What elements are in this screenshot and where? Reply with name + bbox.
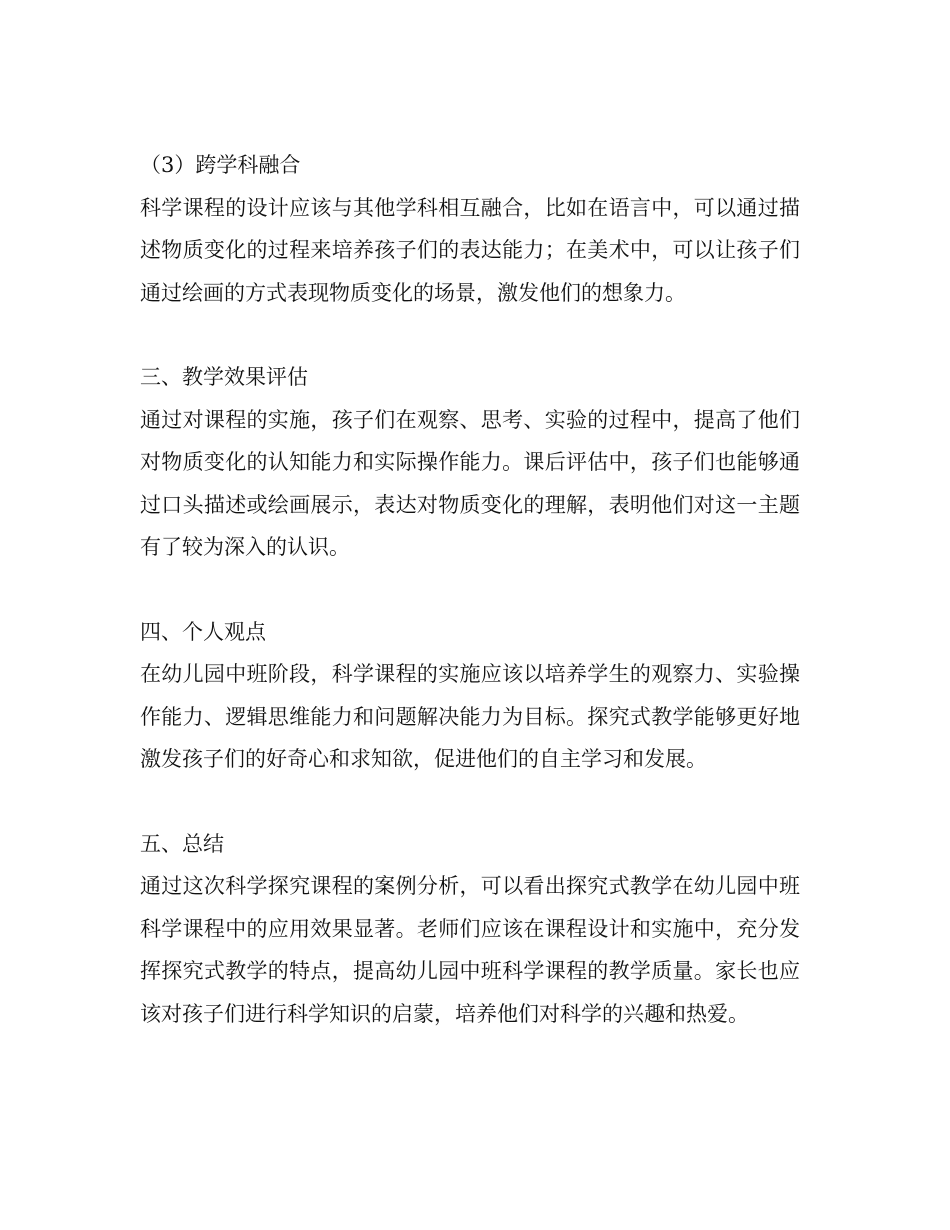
section-teaching-evaluation	[140, 356, 800, 569]
section-heading: 五、总结	[140, 831, 224, 856]
document-body	[140, 144, 800, 1035]
section-interdisciplinary	[140, 144, 800, 314]
section-paragraph: 通过对课程的实施，孩子们在观察、思考、实验的过程中，提高了他们对物质变化的认知能力和实际操作能力。课后评估中，孩子们也能够通过口头描述或绘画展示，表达对物质变化的理解，表明他们对这一主题有了较为深入的认识。	[140, 407, 800, 559]
section-paragraph: 科学课程的设计应该与其他学科相互融合，比如在语言中，可以通过描述物质变化的过程来培养孩子们的表达能力；在美术中，可以让孩子们通过绘画的方式表现物质变化的场景，激发他们的想象力。	[140, 195, 800, 305]
section-heading: 四、个人观点	[140, 619, 266, 644]
section-summary	[140, 823, 800, 1036]
section-paragraph: 在幼儿园中班阶段，科学课程的实施应该以培养学生的观察力、实验操作能力、逻辑思维能力和问题解决能力为目标。探究式教学能够更好地激发孩子们的好奇心和求知欲，促进他们的自主学习和发展。	[140, 662, 800, 771]
section-personal-view	[140, 611, 800, 781]
section-heading: （3）跨学科融合	[140, 153, 301, 177]
section-heading: 三、教学效果评估	[140, 365, 308, 389]
section-paragraph: 通过这次科学探究课程的案例分析，可以看出探究式教学在幼儿园中班科学课程中的应用效果显著。老师们应该在课程设计和实施中，充分发挥探究式教学的特点，提高幼儿园中班科学课程的教学质量。家长也应该对孩子们进行科学知识的启蒙，培养他们对科学的兴趣和热爱。	[140, 874, 800, 1026]
